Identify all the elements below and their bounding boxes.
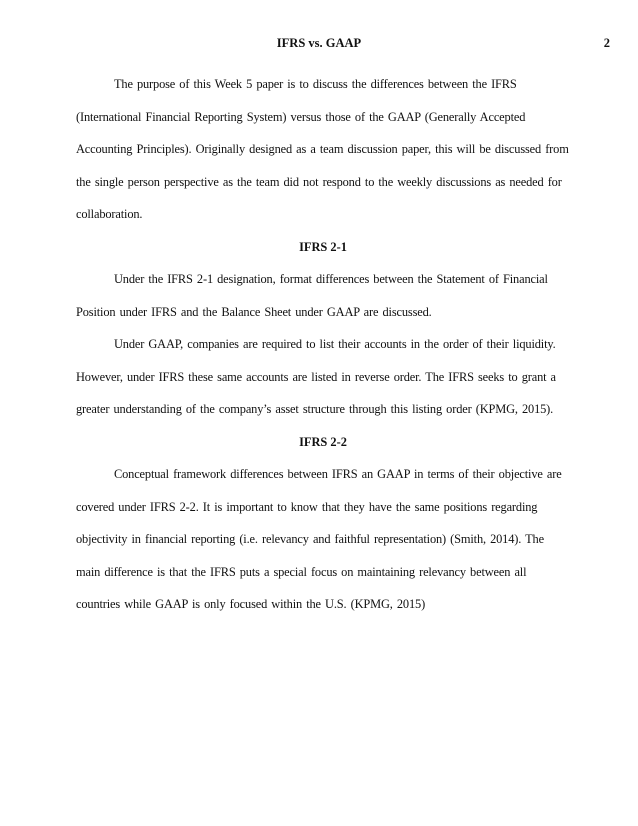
ifrs-2-1-paragraph-2: Under GAAP, companies are required to list their accounts in the order of their liquidity. However, under IFRS these same accounts are listed in reverse order. The IFRS seeks to grant a greater understanding of the company’s asset structure through this listing order (KPMG, 2015). [76, 337, 556, 416]
section-heading-ifrs-2-1: IFRS 2-1 [299, 239, 347, 254]
running-head-title: IFRS vs. GAAP [276, 36, 362, 50]
ifrs-2-2-paragraph-1: Conceptual framework differences between IFRS an GAAP in terms of their objective are covered under IFRS 2-2. It is important to know that they have the same positions regarding objectivity in financial reporting (i.e. relevancy and faithful representation) (Smith, 2014). The main difference is that the IFRS puts a special focus on maintaining relevancy between all countries while GAAP is only focused within the U.S. (KPMG, 2015) [76, 467, 562, 611]
running-head [0, 36, 638, 56]
document-body [76, 68, 570, 621]
page-number: 2 [603, 36, 610, 50]
section-heading-ifrs-2-2: IFRS 2-2 [299, 434, 347, 449]
intro-paragraph: The purpose of this Week 5 paper is to discuss the differences between the IFRS (International Financial Reporting System) versus those of the GAAP (Generally Accepted Accounting Principles). Originally designed as a team discussion paper, this will be discussed from the single person perspective as the team did not respond to the weekly discussions as needed for collaboration. [76, 77, 569, 221]
ifrs-2-1-paragraph-1: Under the IFRS 2-1 designation, format differences between the Statement of Financial Position under IFRS and the Balance Sheet under GAAP are discussed. [76, 272, 548, 319]
